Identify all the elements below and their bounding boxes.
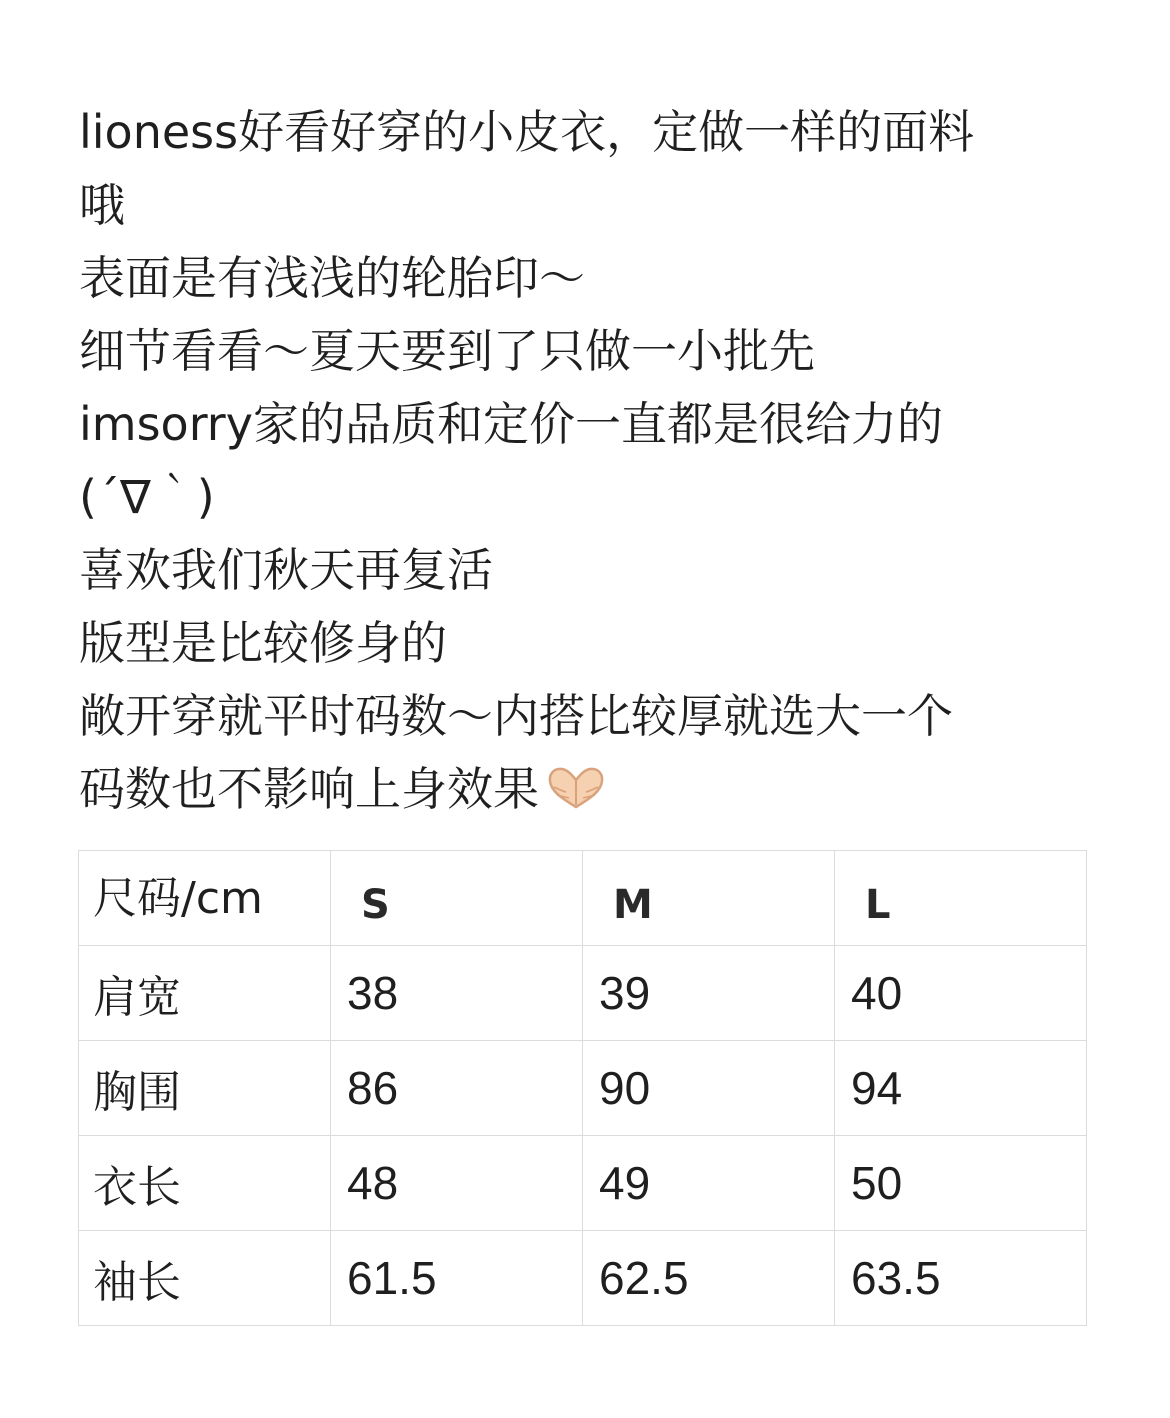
row-label: 衣长 [79, 1136, 331, 1231]
post-line: imsorry家的品质和定价一直都是很给力的 [79, 397, 943, 451]
table-row [79, 946, 1087, 1041]
post-line: lioness好看好穿的小皮衣，定做一样的面料 [79, 105, 975, 159]
post-line: 版型是比较修身的 [79, 616, 447, 670]
table-header-row [79, 851, 1087, 946]
table-cell: 90 [583, 1041, 835, 1136]
table-cell: 38 [331, 946, 583, 1041]
table-cell: 49 [583, 1136, 835, 1231]
post-line: (´∇｀) [79, 470, 215, 524]
post-line: 喜欢我们秋天再复活 [79, 543, 493, 597]
table-cell: 63.5 [835, 1231, 1087, 1326]
table-cell: 50 [835, 1136, 1087, 1231]
heart-hands-icon [545, 759, 607, 832]
post-line-last [79, 753, 1099, 832]
row-label: 袖长 [79, 1231, 331, 1326]
table-cell: 48 [331, 1136, 583, 1231]
table-row [79, 1136, 1087, 1231]
table-row [79, 1041, 1087, 1136]
table-row [79, 1231, 1087, 1326]
table-cell: 62.5 [583, 1231, 835, 1326]
post-line: 表面是有浅浅的轮胎印～ [79, 251, 585, 305]
post-line-text: 码数也不影响上身效果 [79, 762, 539, 816]
table-cell: 39 [583, 946, 835, 1041]
row-label: 胸围 [79, 1041, 331, 1136]
row-label: 肩宽 [79, 946, 331, 1041]
table-header-size: L [835, 851, 1087, 946]
table-cell: 40 [835, 946, 1087, 1041]
table-cell: 94 [835, 1041, 1087, 1136]
size-table [78, 850, 1087, 1326]
table-cell: 61.5 [331, 1231, 583, 1326]
table-header-size: M [583, 851, 835, 946]
post-line: 敞开穿就平时码数～内搭比较厚就选大一个 [79, 689, 953, 743]
post-line: 哦 [79, 178, 125, 232]
post-text [79, 96, 1099, 832]
table-header-label: 尺码/cm [79, 851, 331, 946]
table-header-size: S [331, 851, 583, 946]
post-line: 细节看看～夏天要到了只做一小批先 [79, 324, 815, 378]
table-cell: 86 [331, 1041, 583, 1136]
